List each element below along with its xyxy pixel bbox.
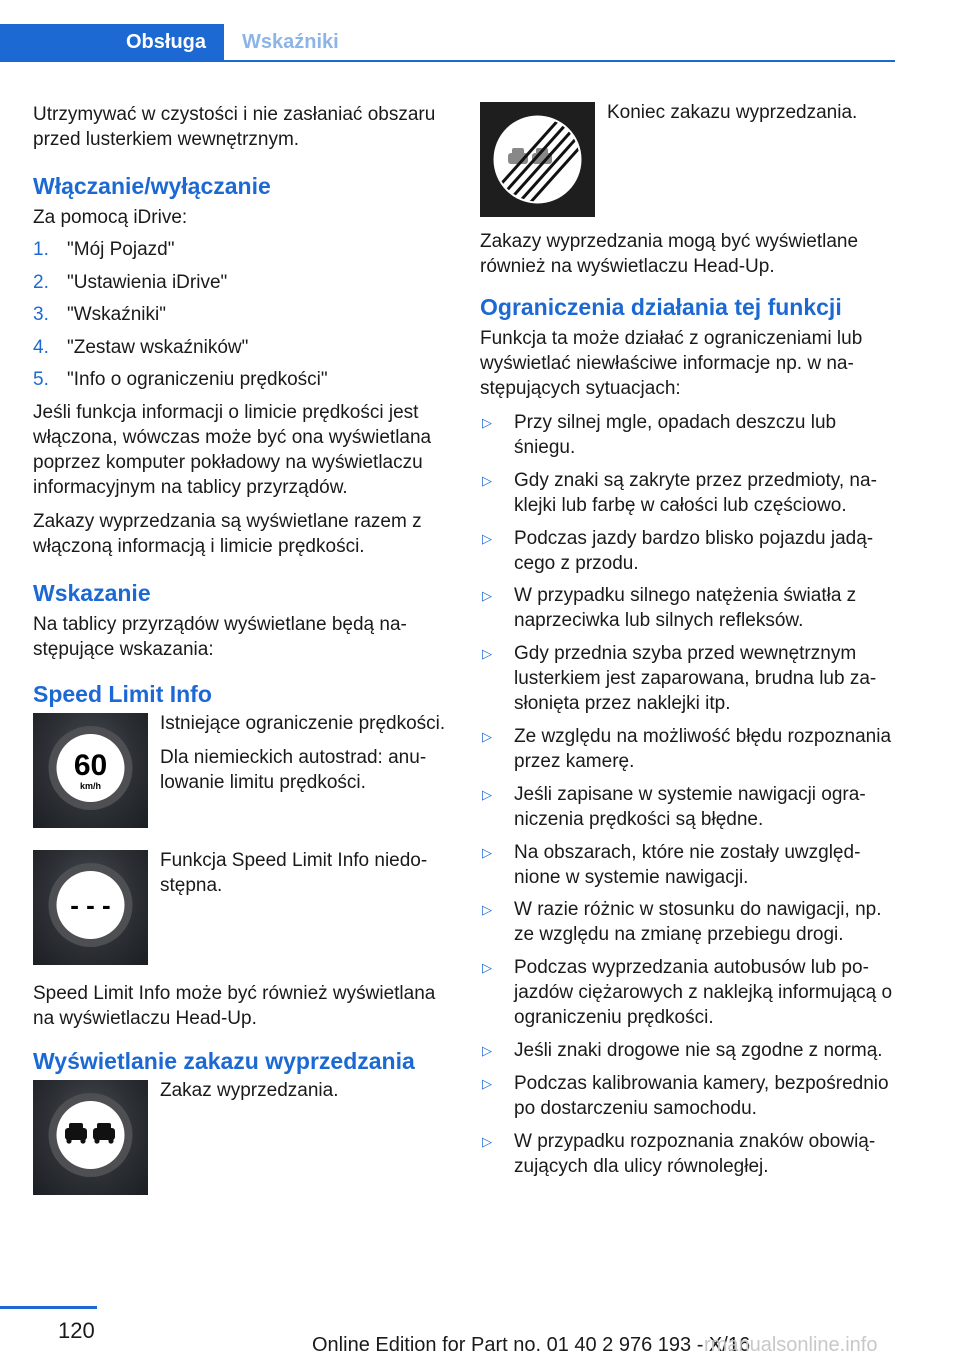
watermark-text: rmanualsonline.info	[704, 1334, 878, 1356]
triangle-right-icon: ▷	[482, 786, 492, 802]
header-divider	[0, 60, 895, 62]
figure-end-no-overtaking	[480, 102, 898, 217]
paragraph-head-up-right: Zakazy wyprzedzania mogą być wyświetlane również na wyświetlaczu Head-Up.	[480, 231, 859, 277]
right-column	[480, 102, 898, 1186]
triangle-right-icon: ▷	[482, 1042, 492, 1058]
list-item: ▷ Na obszarach, które nie zostały uwzględnione w systemie nawigacji.	[482, 841, 861, 888]
list-item: ▷ Przy silnej mgle, opadach deszczu lub śniegu.	[482, 412, 837, 458]
triangle-right-icon: ▷	[482, 530, 492, 546]
list-item: ▷ Podczas wyprzedzania autobusów lub pojazdów ciężarowych z naklejką informującą o ograniczeniu prędkości.	[482, 957, 893, 1029]
edition-note: Online Edition for Part no. 01 40 2 976 193 - X/16	[312, 1334, 751, 1356]
list-item: ▷ W razie różnic w stosunku do nawigacji, np. ze względu na zmianę przebiegu drogi.	[482, 899, 882, 946]
no-overtaking-icon	[33, 1080, 148, 1195]
section-title-no-overtaking: Wyświetlanie zakazu wyprzedzania	[33, 1047, 415, 1074]
list-item: ▷ Ze względu na możliwość błędu rozpoznania przez kamerę.	[482, 725, 892, 772]
list-item: 4. "Zestaw wskaźników"	[33, 336, 249, 358]
list-item: 1. "Mój Pojazd"	[33, 239, 175, 260]
header-tabs	[0, 24, 895, 62]
speed-limit-60-icon	[33, 713, 148, 828]
section-title-speed-limit-info: Speed Limit Info	[33, 680, 212, 707]
list-item: ▷ Jeśli znaki drogowe nie są zgodne z normą.	[482, 1039, 883, 1061]
list-item: 2. "Ustawienia iDrive"	[33, 271, 228, 293]
triangle-right-icon: ▷	[482, 646, 492, 662]
end-no-overtaking-icon	[480, 102, 595, 217]
list-item: ▷ Podczas jazdy bardzo blisko pojazdu jadącego z przodu.	[482, 527, 874, 574]
figure-speed-limit-unavailable	[33, 850, 448, 965]
triangle-right-icon: ▷	[482, 844, 492, 860]
steps-list	[33, 237, 448, 392]
fig4-text: Koniec zakazu wyprzedzania.	[607, 102, 858, 123]
fig3-text: Zakaz wyprzedzania.	[160, 1079, 339, 1101]
triangle-right-icon: ▷	[482, 472, 492, 488]
intro-paragraph: Utrzymywać w czystości i nie zasłaniać obszaru przed lusterkiem wewnętrznym.	[33, 104, 436, 150]
page-number: 120	[58, 1318, 95, 1343]
fig2-text: Funkcja Speed Limit Info niedostępna.	[160, 849, 428, 896]
triangle-right-icon: ▷	[482, 728, 492, 744]
tab-wskazniki[interactable]: Wskaźniki	[242, 30, 339, 53]
footer-divider	[0, 1306, 97, 1309]
list-item: 5. "Info o ograniczeniu prędkości"	[33, 369, 328, 390]
svg-text:60: 60	[73, 748, 108, 782]
triangle-right-icon: ▷	[482, 1133, 492, 1149]
section-title-onoff: Włączanie/wyłączanie	[33, 173, 271, 199]
figure-no-overtaking	[33, 1080, 448, 1195]
paragraph-info-display: Jeśli funkcja informacji o limicie prędkości jest włączona, wówczas może być ona wyświetlana poprzez komputer pokładowy na wyświetlaczu informacyjnym na tablicy przyrządów.	[33, 401, 432, 498]
list-item: ▷ Podczas kalibrowania kamery, bezpośrednio po dostarczeniu samochodu.	[482, 1072, 889, 1119]
left-column	[33, 102, 448, 1217]
list-item: ▷ Gdy znaki są zakryte przez przedmioty, naklejki lub farbę w całości lub częściowo.	[482, 469, 877, 516]
list-item: ▷ W przypadku rozpoznania znaków obowiązujących dla ulicy równoległej.	[482, 1130, 876, 1177]
triangle-right-icon: ▷	[482, 902, 492, 918]
tab-obsluga[interactable]: Obsługa	[0, 24, 224, 60]
fig1-text-1: Istniejące ograniczenie prędkości.	[160, 712, 446, 734]
paragraph-head-up: Speed Limit Info może być również wyświetlana na wyświetlaczu Head-Up.	[33, 982, 436, 1029]
list-item: ▷ Jeśli zapisane w systemie nawigacji ograniczenia prędkości są błędne.	[482, 783, 866, 830]
indication-text: Na tablicy przyrządów wyświetlane będą następujące wskazania:	[33, 613, 407, 660]
list-item: ▷ W przypadku silnego natężenia światła z naprzeciwka lub silnych refleksów.	[482, 585, 857, 632]
figure-speed-limit	[33, 713, 448, 828]
svg-text:- - -: - - -	[70, 889, 111, 920]
onoff-subtitle: Za pomocą iDrive:	[33, 207, 188, 228]
triangle-right-icon: ▷	[482, 415, 492, 430]
paragraph-no-overtaking-display: Zakazy wyprzedzania są wyświetlane razem z włączoną informacją i limicie prędkości.	[33, 510, 422, 557]
speed-limit-unavailable-icon	[33, 850, 148, 965]
triangle-right-icon: ▷	[482, 960, 492, 976]
triangle-right-icon: ▷	[482, 588, 492, 604]
limitations-list	[480, 410, 898, 1179]
section-title-limitations: Ograniczenia działania tej funkcji	[480, 294, 842, 320]
triangle-right-icon: ▷	[482, 1075, 492, 1091]
list-item: ▷ Gdy przednia szyba przed wewnętrznym lusterkiem jest zaparowana, brudna lub zasłonięta przez naklejki itp.	[482, 643, 877, 715]
fig1-text-2: Dla niemieckich autostrad: anulowanie limitu prędkości.	[160, 746, 427, 793]
list-item: 3. "Wskaźniki"	[33, 304, 166, 325]
section-title-indication: Wskazanie	[33, 579, 151, 606]
svg-text:km/h: km/h	[79, 780, 102, 791]
limitations-text: Funkcja ta może działać z ograniczeniami lub wyświetlać niewłaściwe informacje np. w następujących sytuacjach:	[480, 328, 863, 399]
